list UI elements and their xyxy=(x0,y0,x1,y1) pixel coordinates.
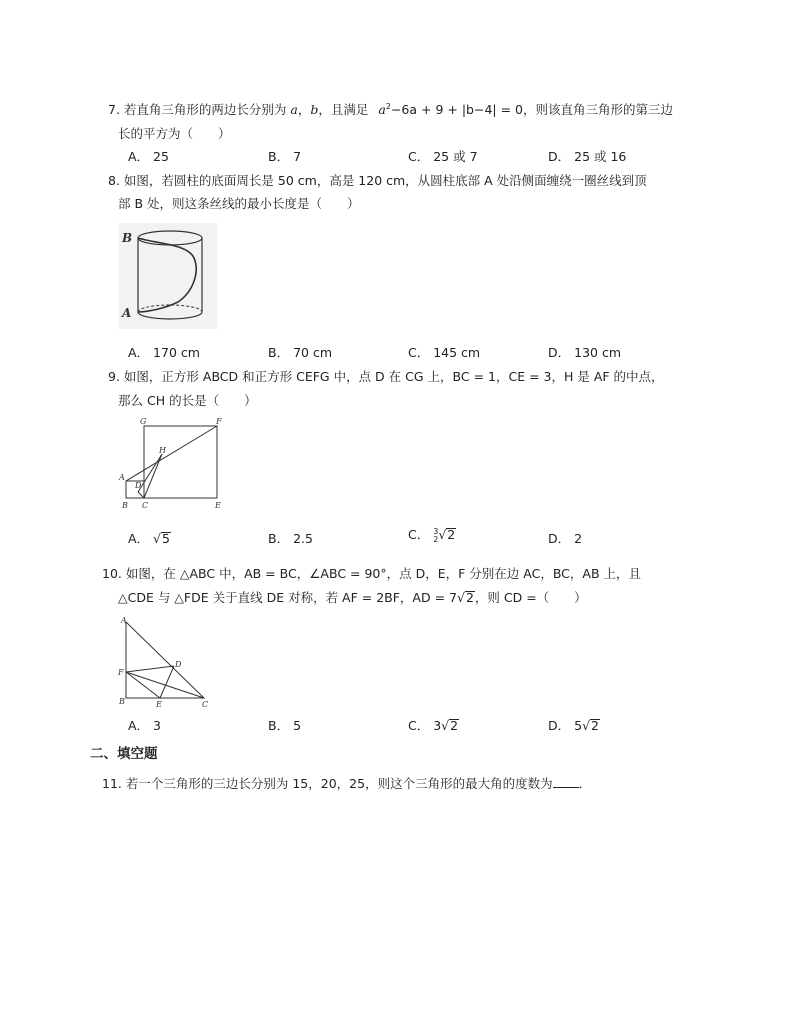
q7-var-a: a xyxy=(290,102,298,117)
q10-label-f: F xyxy=(118,668,124,677)
q10-label-c: C xyxy=(202,700,209,709)
q11-answer-blank[interactable] xyxy=(553,776,579,788)
q9-option-d[interactable]: D． 2 xyxy=(548,531,583,546)
q8-option-d[interactable]: D． 130 cm xyxy=(548,345,622,360)
q7-equation: $a^2-6a + 9 + |b-4| = 0$ xyxy=(378,101,523,117)
q7-sep: ， xyxy=(297,102,311,117)
q7-stem-mid: ，且满足 xyxy=(318,102,369,117)
q9-label-h: H xyxy=(159,446,166,455)
q7-option-c[interactable]: C． 25 或 7 xyxy=(408,149,478,164)
q8-stem-line2: 部 B 处，则这条丝线的最小长度是（ ） xyxy=(118,196,360,211)
q10-label-b: B xyxy=(119,697,125,706)
q8-option-c[interactable]: C． 145 cm xyxy=(408,345,481,360)
q9-label-f: F xyxy=(216,417,222,426)
q10-option-d[interactable]: D． 5√2 xyxy=(548,718,599,733)
q8-option-b[interactable]: B． 70 cm xyxy=(268,345,332,360)
q10-option-b[interactable]: B． 5 xyxy=(268,718,302,733)
q9-squares-figure xyxy=(116,414,228,512)
q7-stem-suffix: ，则该直角三角形的第三边 xyxy=(523,102,674,117)
q8-label-b: B xyxy=(122,231,133,245)
q7-option-a[interactable]: A． 25 xyxy=(128,149,169,164)
q10-option-c[interactable]: C． 3√2 xyxy=(408,718,459,733)
q9-stem-line2: 那么 CH 的长是（ ） xyxy=(118,393,257,408)
q9-option-a[interactable]: A． √5 xyxy=(128,531,170,546)
q11-stem: 11. 若一个三角形的三边长分别为 15，20，25，则这个三角形的最大角的度数为 ． xyxy=(102,776,592,791)
q7-number: 7. xyxy=(108,102,120,117)
q9-label-g: G xyxy=(140,417,147,426)
q9-label-b: B xyxy=(122,501,128,510)
q8-cylinder-figure xyxy=(118,222,218,330)
q7-var-b: b xyxy=(310,102,319,117)
q10-label-a: A xyxy=(121,616,127,625)
q9-stem-line1: 9. 如图，正方形 ABCD 和正方形 CEFG 中，点 D 在 CG 上，BC = 1，CE = 3，H 是 AF 的中点， xyxy=(108,369,664,384)
q7-option-d[interactable]: D． 25 或 16 xyxy=(548,149,627,164)
q10-triangle-figure xyxy=(116,614,216,710)
section-heading-fill-in: 二、填空题 xyxy=(90,746,158,762)
q9-label-c: C xyxy=(142,501,149,510)
q9-label-e: E xyxy=(215,501,221,510)
q8-label-a: A xyxy=(122,306,132,320)
q10-option-a[interactable]: A． 3 xyxy=(128,718,161,733)
q7-stem-line2: 长的平方为（ ） xyxy=(118,126,231,141)
q9-option-b[interactable]: B． 2.5 xyxy=(268,531,313,546)
q9-label-d: D xyxy=(135,481,142,490)
q8-stem-line1: 8. 如图，若圆柱的底面周长是 50 cm，高是 120 cm，从圆柱底部 A 处沿侧面缠绕一圈丝线到顶 xyxy=(108,173,647,188)
q10-label-d: D xyxy=(175,660,182,669)
q9-label-a: A xyxy=(119,473,125,482)
q10-stem-line2: △CDE 与 △FDE 关于直线 DE 对称，若 AF = 2BF，AD = 7√2，则 CD =（ ） xyxy=(118,590,587,605)
q8-option-a[interactable]: A． 170 cm xyxy=(128,345,200,360)
q9-option-c[interactable]: C． 3 2√2 xyxy=(408,526,456,544)
q10-label-e: E xyxy=(156,700,162,709)
q7-option-b[interactable]: B． 7 xyxy=(268,149,302,164)
q7-stem-prefix: 若直角三角形的两边长分别为 xyxy=(123,102,287,117)
q10-stem-line1: 10. 如图，在 △ABC 中，AB = BC，∠ABC = 90°，点 D，E，F 分别在边 AC，BC，AB 上，且 xyxy=(102,566,642,581)
q7-stem-line1 xyxy=(108,100,673,118)
